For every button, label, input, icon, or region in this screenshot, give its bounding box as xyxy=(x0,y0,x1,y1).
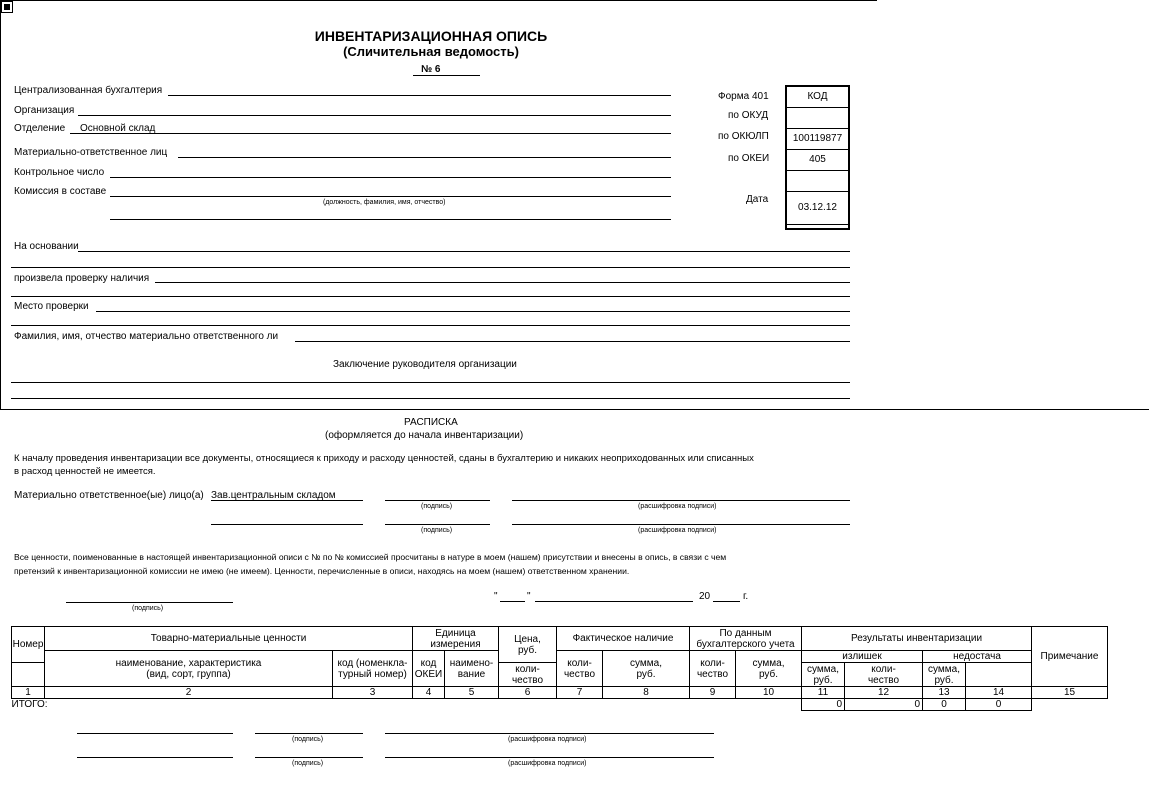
footer-sign-hint-2: (подпись) xyxy=(292,760,324,767)
check-place-label: Место проверки xyxy=(14,301,89,312)
col-num-9: 9 xyxy=(690,687,736,699)
col-shortage-header: недостача xyxy=(923,651,1032,663)
col-actual-header: Фактическое наличие xyxy=(557,627,690,651)
basis-field[interactable] xyxy=(78,251,850,252)
table-total-row xyxy=(12,699,1108,711)
code-header: КОД xyxy=(787,87,848,108)
receipt-sign-field-1[interactable] xyxy=(385,500,490,501)
commission-field[interactable] xyxy=(110,196,671,197)
receipt-title: РАСПИСКА xyxy=(404,417,458,428)
check-performed-label: произвела проверку наличия xyxy=(14,273,150,284)
date-quote-close: " xyxy=(527,591,531,602)
col-num-13: 13 xyxy=(923,687,966,699)
control-number-label: Контрольное число xyxy=(14,167,105,178)
footer-decode-field-1[interactable] xyxy=(385,733,714,734)
col-num-5: 5 xyxy=(445,687,499,699)
col-num-7: 7 xyxy=(557,687,603,699)
okulp-label: по ОКЮЛП xyxy=(718,131,769,142)
col-num-6: 6 xyxy=(499,687,557,699)
responsible-person-label: Материально-ответственное лиц xyxy=(14,147,168,158)
organization-label: Организация xyxy=(14,105,75,116)
total-surplus-sum: 0 xyxy=(845,699,923,711)
window-menu-icon[interactable] xyxy=(1,1,13,13)
receipt-decode-field-2[interactable] xyxy=(512,524,850,525)
total-shortage-qty: 0 xyxy=(923,699,966,711)
col-surplus-sum: сумма, руб. xyxy=(802,663,845,687)
receipt-responsible-value: Зав.центральным складом xyxy=(211,490,336,501)
blank-code-cell[interactable] xyxy=(787,171,848,192)
okei-value[interactable]: 405 xyxy=(787,150,848,171)
col-tmc-code: код (номенкла- турный номер) xyxy=(333,651,413,687)
central-accounting-field[interactable] xyxy=(168,95,671,96)
footer-sign-field-2[interactable] xyxy=(255,757,363,758)
col-price-header: Цена, руб. xyxy=(499,627,557,663)
footer-decode-field-2[interactable] xyxy=(385,757,714,758)
check-place-field[interactable] xyxy=(96,311,850,312)
responsible-fio-label: Фамилия, имя, отчество материально ответственного ли xyxy=(14,331,279,342)
footer-decode-hint-2: (расшифровка подписи) xyxy=(508,760,587,767)
receipt-subtitle: (оформляется до начала инвентаризации) xyxy=(325,430,524,441)
col-unit-okei: код ОКЕИ xyxy=(413,651,445,687)
date-value[interactable]: 03.12.12 xyxy=(787,192,848,225)
form-frame-left xyxy=(0,0,1,410)
page-subtitle: (Сличительная ведомость) xyxy=(343,44,519,59)
year-suffix: г. xyxy=(743,591,749,602)
col-note-header: Примечание xyxy=(1032,627,1108,687)
col-shortage-sum: сумма, руб. xyxy=(923,663,966,687)
check-performed-field[interactable] xyxy=(155,282,850,283)
footer-position-field-1[interactable] xyxy=(77,733,233,734)
receipt-text-1: К началу проведения инвентаризации все документы, относящиеся к приходу и расходу ценностей, сданы в бухгалтерию и никаких неоприходованных или списанных xyxy=(14,453,754,464)
basis-label: На основании xyxy=(14,241,79,252)
central-accounting-label: Централизованная бухгалтерия xyxy=(14,85,163,96)
okud-label: по ОКУД xyxy=(728,110,769,121)
department-label: Отделение xyxy=(14,123,66,134)
year-prefix: 20 xyxy=(699,591,711,602)
col-num-4: 4 xyxy=(413,687,445,699)
col-num-3: 3 xyxy=(333,687,413,699)
codes-box xyxy=(785,85,850,230)
footer-sign-field-1[interactable] xyxy=(255,733,363,734)
form-frame-top xyxy=(0,0,877,1)
statement-sign-field[interactable] xyxy=(66,602,233,603)
date-quote-open: " xyxy=(494,591,498,602)
total-surplus-qty: 0 xyxy=(802,699,845,711)
col-surplus-header: излишек xyxy=(802,651,923,663)
col-num-8: 8 xyxy=(603,687,690,699)
organization-field[interactable] xyxy=(78,115,671,116)
footer-position-field-2[interactable] xyxy=(77,757,233,758)
col-shortage-qty: коли- чество xyxy=(845,663,923,687)
col-acc-sum: сумма, руб. xyxy=(736,651,802,687)
statement-line-2: претензий к инвентаризационной комиссии не имею (не имеем). Ценности, перечисленные в описи, находясь на моем (нашем) ответственном хранении. xyxy=(14,566,630,576)
col-num-2: 2 xyxy=(45,687,333,699)
okulp-value[interactable]: 100119877 xyxy=(787,129,848,150)
department-value: Основной склад xyxy=(80,123,156,134)
col-surplus-qty: коли- чество xyxy=(499,663,557,687)
date-label: Дата xyxy=(746,194,769,205)
date-day-field[interactable] xyxy=(500,601,525,602)
col-results-header: Результаты инвентаризации xyxy=(802,627,1032,651)
receipt-sign-hint-2: (подпись) xyxy=(421,527,453,534)
col-actual-qty: коли- чество xyxy=(557,651,603,687)
statement-sign-hint: (подпись) xyxy=(132,605,164,612)
director-conclusion-field[interactable] xyxy=(11,382,850,383)
responsible-person-field[interactable] xyxy=(178,157,671,158)
receipt-decode-hint-1: (расшифровка подписи) xyxy=(638,503,717,510)
form-label: Форма 401 xyxy=(718,91,769,102)
col-tmc-name: наименование, характеристика (вид, сорт, группа) xyxy=(45,651,333,687)
commission-field-2[interactable] xyxy=(110,219,671,220)
form-frame-bottom xyxy=(0,409,1149,410)
commission-hint: (должность, фамилия, имя, отчество) xyxy=(323,199,446,206)
doc-number: № 6 xyxy=(421,64,441,75)
col-num-11: 11 xyxy=(802,687,845,699)
col-unit-header: Единица измерения xyxy=(413,627,499,651)
total-label: ИТОГО: xyxy=(11,699,48,711)
col-actual-sum: сумма, руб. xyxy=(603,651,690,687)
date-year-field[interactable] xyxy=(713,601,740,602)
col-num-1: 1 xyxy=(12,687,45,699)
col-num-10: 10 xyxy=(736,687,802,699)
inventory-table xyxy=(11,626,1108,711)
receipt-decode-hint-2: (расшифровка подписи) xyxy=(638,527,717,534)
department-field[interactable] xyxy=(70,133,671,134)
footer-decode-hint-1: (расшифровка подписи) xyxy=(508,736,587,743)
col-accounting-header: По данным бухгалтерского учета xyxy=(690,627,802,651)
col-num-15: 15 xyxy=(1032,687,1108,699)
responsible-fio-field[interactable] xyxy=(295,341,850,342)
receipt-text-2: в расход ценностей не имеется. xyxy=(14,466,156,477)
receipt-sign-hint-1: (подпись) xyxy=(421,503,453,510)
total-shortage-sum: 0 xyxy=(966,699,1032,711)
statement-line-1: Все ценности, поименованные в настоящей инвентаризационной описи с № по № комиссией просчитаны в натуре в моем (нашем) присутствии и внесены в опись, в связи с чем xyxy=(14,552,727,562)
col-unit-name: наимено- вание xyxy=(445,651,499,687)
control-number-field[interactable] xyxy=(110,177,671,178)
table-col-numbers-row xyxy=(12,687,1108,699)
col-num-12: 12 xyxy=(845,687,923,699)
commission-label: Комиссия в составе xyxy=(14,186,107,197)
page-title: ИНВЕНТАРИЗАЦИОННАЯ ОПИСЬ xyxy=(314,28,548,44)
col-acc-qty: коли- чество xyxy=(690,651,736,687)
receipt-sign-field-2[interactable] xyxy=(385,524,490,525)
date-month-field[interactable] xyxy=(535,601,693,602)
col-tmc-header: Товарно-материальные ценности xyxy=(45,627,413,651)
receipt-responsible-label: Материально ответственное(ые) лицо(а) xyxy=(14,490,204,501)
receipt-position-field-2[interactable] xyxy=(211,524,363,525)
okud-value[interactable] xyxy=(787,108,848,129)
okei-label: по ОКЕИ xyxy=(728,153,770,164)
receipt-decode-field-1[interactable] xyxy=(512,500,850,501)
col-num-14: 14 xyxy=(966,687,1032,699)
footer-sign-hint-1: (подпись) xyxy=(292,736,324,743)
director-conclusion-label: Заключение руководителя организации xyxy=(333,359,517,370)
col-number-header: Номер xyxy=(12,627,45,663)
col-number-spacer xyxy=(12,663,45,687)
